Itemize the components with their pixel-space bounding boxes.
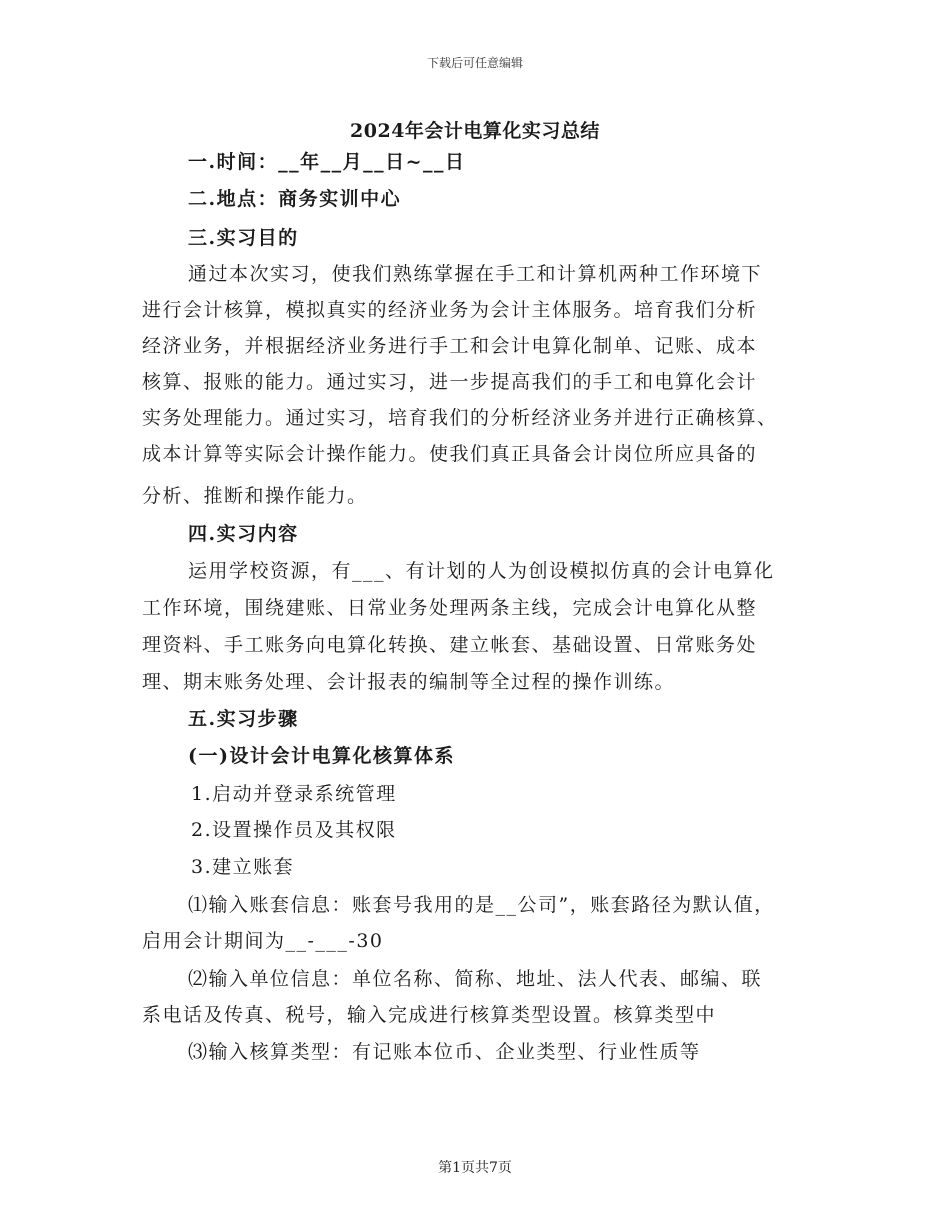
- paragraph-line: ⑴输入账套信息：账套号我用的是__公司”，账套路径为默认值，: [188, 894, 775, 916]
- paragraph-line: 分析、推断和操作能力。: [142, 485, 368, 507]
- paragraph-line: 经济业务，并根据经济业务进行手工和会计电算化制单、记账、成本: [142, 335, 758, 357]
- paragraph-line: 理、期末账务处理、会计报表的编制等全过程的操作训练。: [142, 671, 676, 693]
- paragraph-line: 运用学校资源，有___、有计划的人为创设模拟仿真的会计电算化: [188, 560, 775, 582]
- section-purpose-heading: 三.实习目的: [188, 227, 299, 249]
- page-footer: 第1页共7页: [438, 1160, 512, 1176]
- paragraph-line: 通过本次实习，使我们熟练掌握在手工和计算机两种工作环境下: [188, 263, 763, 285]
- section-content-heading: 四.实习内容: [188, 523, 299, 545]
- paragraph-line: ⑵输入单位信息：单位名称、简称、地址、法人代表、邮编、联: [188, 968, 763, 990]
- paragraph-line: 实务处理能力。通过实习，培育我们的分析经济业务并进行正确核算、: [142, 407, 778, 429]
- list-item: 2.设置操作员及其权限: [191, 819, 397, 841]
- section-steps-heading: 五.实习步骤: [188, 708, 299, 730]
- list-item: 1.启动并登录系统管理: [191, 783, 397, 805]
- paragraph-line: 工作环境，围绕建账、日常业务处理两条主线，完成会计电算化从整: [142, 597, 758, 619]
- list-item: 3.建立账套: [191, 856, 295, 878]
- paragraph-line: 核算、报账的能力。通过实习，进一步提高我们的手工和电算化会计: [142, 371, 758, 393]
- paragraph-line: 成本计算等实际会计操作能力。使我们真正具备会计岗位所应具备的: [142, 443, 758, 465]
- paragraph-line: 启用会计期间为__-___-30: [142, 930, 384, 952]
- section-time: 一.时间：__年__月__日~__日: [188, 151, 466, 173]
- header-note: 下载后可任意编辑: [426, 56, 523, 70]
- paragraph-line: 系电话及传真、税号，输入完成进行核算类型设置。核算类型中: [142, 1004, 717, 1026]
- paragraph-line: ⑶输入核算类型：有记账本位币、企业类型、行业性质等: [188, 1041, 701, 1063]
- paragraph-line: 进行会计核算，模拟真实的经济业务为会计主体服务。培育我们分析: [142, 299, 758, 321]
- document-title: 2024年会计电算化实习总结: [350, 120, 600, 142]
- paragraph-line: 理资料、手工账务向电算化转换、建立帐套、基础设置、日常账务处: [142, 634, 758, 656]
- subsection-heading: (一)设计会计电算化核算体系: [188, 745, 455, 767]
- section-location: 二.地点：商务实训中心: [188, 188, 402, 210]
